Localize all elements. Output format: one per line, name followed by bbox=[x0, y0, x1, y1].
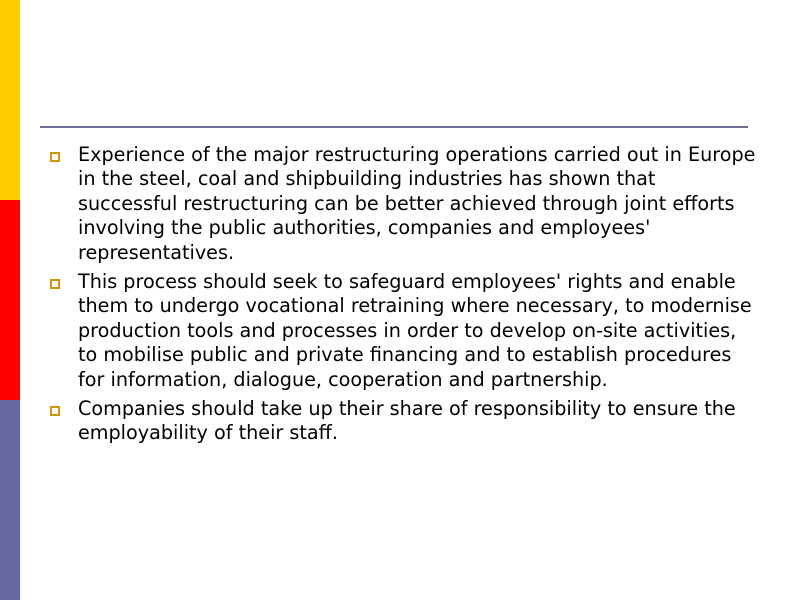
accent-stripe-red bbox=[0, 200, 20, 400]
bullet-text: Companies should take up their share of responsibility to ensure the employability of their staff. bbox=[78, 397, 736, 445]
square-bullet-icon bbox=[50, 406, 60, 416]
title-divider bbox=[40, 126, 748, 128]
bullet-item bbox=[48, 397, 758, 446]
bullet-text: Experience of the major restructuring operations carried out in Europe in the steel, coal and shipbuilding industries has shown that successful restructuring can be better achieved through joint efforts involving the public authorities, companies and employees' representatives. bbox=[78, 143, 756, 264]
accent-stripe-yellow bbox=[0, 0, 20, 200]
square-bullet-icon bbox=[50, 152, 60, 162]
bullet-text: This process should seek to safeguard employees' rights and enable them to undergo vocational retraining where necessary, to modernise production tools and processes in order to develop on-site activities, to mobilise public and private financing and to establish procedures for information, dialogue, cooperation and partnership. bbox=[78, 270, 752, 391]
bullet-item bbox=[48, 143, 758, 265]
accent-stripe-blue bbox=[0, 400, 20, 600]
bullet-list bbox=[48, 143, 758, 451]
square-bullet-icon bbox=[50, 279, 60, 289]
bullet-item bbox=[48, 270, 758, 392]
